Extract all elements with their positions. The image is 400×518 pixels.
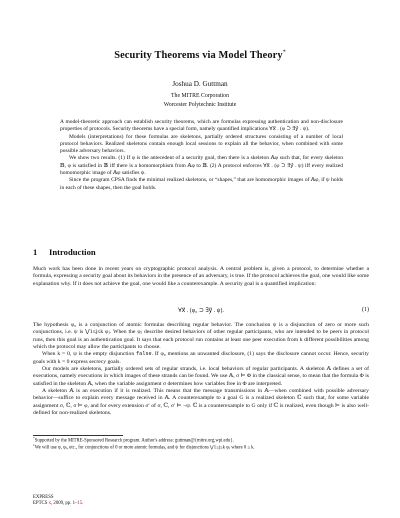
title-footnote-mark: * (282, 49, 286, 56)
equation-formula: ∀x⃗ . (φ₀ ⊃ ∃y⃗ . ψ). (178, 308, 224, 314)
abstract-paragraph-2: Models (interpretations) for these formulas are skeletons, partially ordered structures consisting of a number of local protocol behaviors. Realized skeletons contain enough local sessions to explain all the behavior, when combined with some possible adversary behaviors. (60, 133, 343, 155)
footnote-rule (33, 435, 123, 436)
equation-number: (1) (362, 307, 369, 313)
footnote-1-text: Supported by the MITRE-Sponsored Research program. Author's address: guttman@{mitre.org,wpi.edu}. (34, 438, 234, 444)
intro-paragraph-5: A skeleton 𝔸 is an execution if it is realized. This means that the message transmissions in 𝔸—when combined with possible adversary behavior—suffice to explain every message received in 𝔸. A counterexample to a goal G is a realized skeleton ℂ such that, for some variable assignment σ, ℂ, σ ⊨ φ, and for every extension σ′ of σ, ℂ, σ′ ⊨ ¬ψ. ℂ is a counterexample to G only if ℂ is realized, even though ⊨ is also well-defined for non-realized skeletons. (33, 388, 369, 417)
intro-paragraph-1-block (33, 266, 369, 288)
footnote-2-text: We will use φ, φⱼ, etc., for conjunctions of 0 or more atomic formulas, and ψ for disjunctions ⋁1≤j≤k φⱼ where 0 ≤ k. (34, 445, 255, 451)
last-page-link[interactable]: 15 (77, 501, 83, 506)
paper-title-text: Security Theorems via Model Theory (114, 50, 283, 61)
venue-citation (33, 501, 83, 507)
author-name: Joshua D. Guttman (172, 80, 228, 88)
intro-paragraph-2: The hypothesis φ₀ is a conjunction of atomic formulas describing regular behavior. The conclusion ψ is a disjunction of zero or more such conjunctions, i.e. ψ is ⋁1≤j≤k φⱼ. When the φⱼ describe desired behaviors of other regular participants, who are intended to be peers in protocol runs, then this goal is an authentication goal. It says that each protocol run contains at least one peer execution from k different possibilities among which the protocol may allow the participants to choose. (33, 322, 369, 351)
venue-pages: , 2009, pp. 1– (51, 501, 78, 506)
affiliation-mitre: The MITRE Corporation (171, 93, 229, 99)
intro-paragraph-3 (33, 351, 369, 366)
footnote-1 (33, 438, 369, 445)
section-number: 1 (33, 247, 38, 257)
abstract-paragraph-3: We show two results. (1) If φ is the antecedent of a security goal, then there is a skeleton 𝔸φ such that, for every skeleton 𝔹, φ is satisfied in 𝔹 iff there is a homomorphism from 𝔸φ to 𝔹. (2) A protocol enforces ∀x⃗ . (φ ⊃ ∃y⃗ . ψ) iff every realized homomorphic image of 𝔸φ satisfies ψ. (60, 155, 343, 177)
section-heading (33, 247, 96, 257)
venue-period: . (82, 501, 84, 506)
venue-name: EXPRESS (33, 495, 54, 500)
venue-series: EPTCS (33, 501, 49, 506)
intro-paragraph-1: Much work has been done in recent years on cryptographic protocol analysis. A central problem is, given a protocol, to determine whether a formula, expressing a security goal about its behaviors in the presence of an adversary, is true. If the protocol achieves the goal, one would like some explanation why. If it does not achieve the goal, one would like a counterexample. A security goal is a quantified implication: (33, 266, 369, 287)
abstract-paragraph-4: Since the program CPSA finds the minimal realized skeletons, or “shapes,” that are homomorphic images of 𝔸φ, if ψ holds in each of these shapes, then the goal holds. (60, 177, 343, 191)
venue-info (33, 495, 83, 507)
abstract (60, 119, 343, 192)
section-title: Introduction (49, 247, 96, 257)
intro-body (33, 322, 369, 417)
false-keyword: false (136, 351, 152, 358)
intro-paragraph-4: Our models are skeletons, partially ordered sets of regular strands, i.e. local behaviors of regular participants. A skeleton 𝔸 defines a set of executions, namely executions in which images of these strands can be found. We use 𝔸, σ ⊨ Φ in the classical sense, to mean that the formula Φ is satisfied in the skeleton 𝔸, when the variable assignment σ determines how variables free in Φ are interpreted. (33, 366, 369, 387)
intro-p3-b: . If φ₀ mentions an unwanted disclosure, (1) says the disclosure cannot occur. Hence, security goals with k = 0 express secrecy goals. (33, 351, 369, 365)
paper-title (0, 50, 400, 61)
abstract-paragraph-1: A model-theoretic approach can establish security theorems, which are formulas expressing authentication and non-disclosure properties of protocols. Security theorems have a special form, namely quantified implications ∀x⃗ . (φ ⊃ ∃y⃗ . ψ). (60, 119, 343, 133)
intro-p3-a: When k = 0, ψ is the empty disjunction (42, 351, 137, 358)
footnote-1-mark: * (33, 436, 35, 440)
footnote-2-mark: 1 (33, 443, 35, 447)
volume-link[interactable]: x (48, 501, 52, 506)
affiliation-wpi: Worcester Polytechnic Institute (163, 102, 237, 108)
footnote-2 (33, 445, 369, 452)
